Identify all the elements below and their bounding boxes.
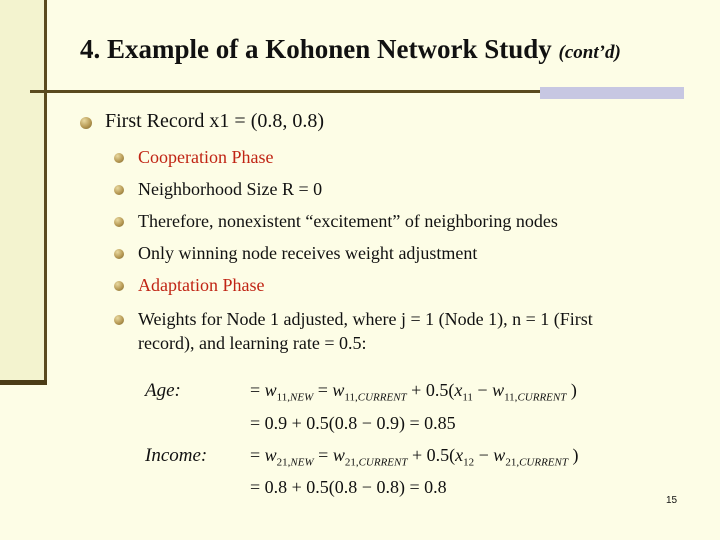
left-edge-rule	[44, 0, 47, 384]
slide-title-suffix: (cont’d)	[558, 42, 621, 63]
income-label: Income:	[145, 445, 208, 466]
bullet-icon	[114, 185, 124, 195]
age-label: Age:	[145, 380, 181, 401]
bullet-icon	[114, 217, 124, 227]
sub-bullet-cooperation-phase: Cooperation Phase	[138, 147, 274, 167]
age-equation-line1: = $w_{11,NEW} = w_{11,CURRENT} + 0.5(x_{11} - w_{11,CURRENT}$ )	[250, 380, 577, 404]
sub-bullet-winning-node: Only winning node receives weight adjustment	[138, 243, 478, 263]
main-bullet-text: First Record x1 = (0.8, 0.8)	[105, 110, 325, 132]
slide-title	[80, 34, 621, 65]
sub-bullet-adaptation-phase: Adaptation Phase	[138, 275, 265, 295]
age-equation-line2: = 0.9 + 0.5(0.8 − 0.9) = 0.85	[250, 413, 456, 433]
title-rule	[30, 90, 540, 93]
sub-bullet-neighborhood-size: Neighborhood Size R = 0	[138, 179, 323, 199]
bullet-icon	[114, 315, 124, 325]
slide-title-text: 4. Example of a Kohonen Network Study	[80, 34, 552, 64]
left-tab-decoration	[0, 380, 47, 385]
bullet-icon	[80, 117, 92, 129]
bullet-icon	[114, 249, 124, 259]
title-rule-accent	[540, 87, 684, 99]
left-band-decoration	[0, 0, 47, 384]
income-equation-line2: = 0.8 + 0.5(0.8 − 0.8) = 0.8	[250, 477, 447, 497]
sub-bullet-weights-line2: record), and learning rate = 0.5:	[138, 333, 367, 353]
sub-bullet-nonexistent-excitement: Therefore, nonexistent “excitement” of neighboring nodes	[138, 211, 558, 231]
page-number: 15	[666, 495, 678, 506]
bullet-icon	[114, 153, 124, 163]
income-equation-line1: = $w_{21,NEW} = w_{21,CURRENT} + 0.5(x_{12} - w_{21,CURRENT}$ )	[250, 445, 579, 469]
sub-bullet-weights-line1: Weights for Node 1 adjusted, where j = 1 (Node 1), n = 1 (First	[138, 309, 593, 329]
bullet-icon	[114, 281, 124, 291]
